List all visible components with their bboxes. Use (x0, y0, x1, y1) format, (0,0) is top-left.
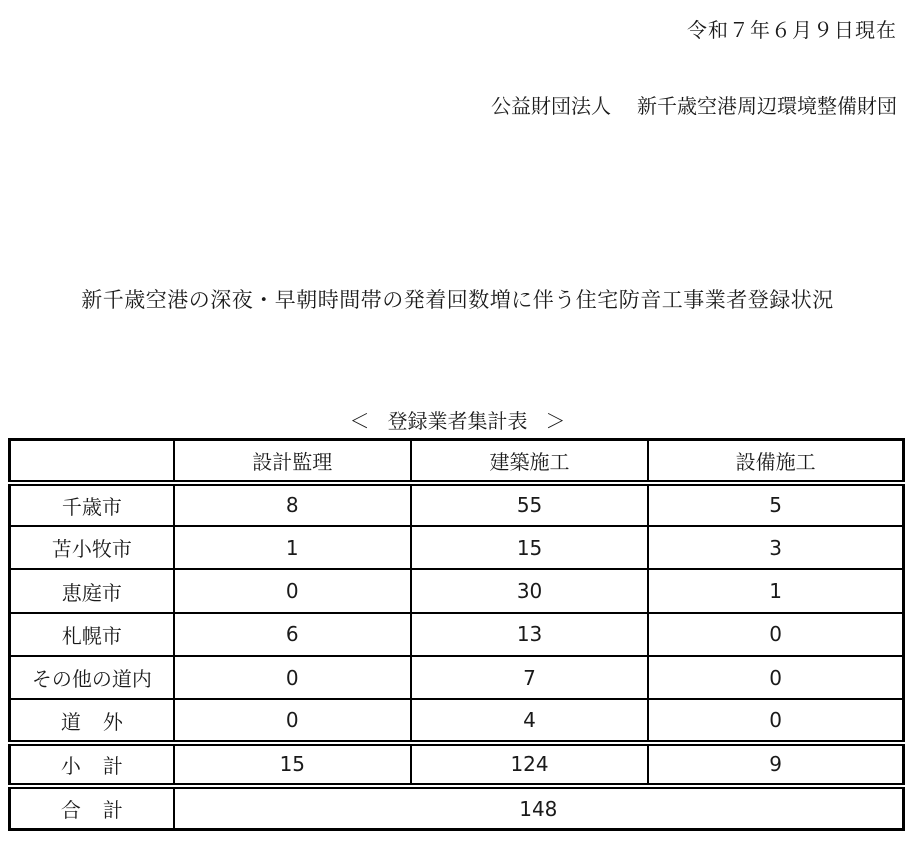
organization-name: 新千歳空港周辺環境整備財団 (637, 94, 897, 118)
subtotal-cell: 15 (174, 743, 411, 786)
table-cell: 4 (411, 699, 648, 742)
total-label-char: 計 (102, 798, 123, 823)
table-row (10, 699, 904, 742)
total-row (10, 786, 904, 829)
table-cell: 3 (648, 526, 903, 569)
table-cell: 6 (174, 613, 411, 656)
table-row (10, 569, 904, 612)
subtotal-cell: 124 (411, 743, 648, 786)
table-cell: 8 (174, 483, 411, 526)
registration-summary-table (8, 438, 905, 831)
table-cell: 0 (174, 569, 411, 612)
table-header-row (10, 440, 904, 483)
row-label: 千歳市 (10, 483, 174, 526)
organization-type: 公益財団法人 (491, 94, 611, 118)
total-label (10, 786, 174, 829)
table-cell: 1 (648, 569, 903, 612)
subtotal-label-char: 計 (102, 753, 123, 778)
table-row (10, 656, 904, 699)
table-cell: 13 (411, 613, 648, 656)
table-cell: 0 (648, 613, 903, 656)
row-label (10, 699, 174, 742)
subtotal-label (10, 743, 174, 786)
table-cell: 55 (411, 483, 648, 526)
subtotal-row (10, 743, 904, 786)
as-of-date: 令和７年６月９日現在 (687, 18, 897, 42)
caption-close-bracket: ＞ (545, 409, 566, 433)
table-cell: 1 (174, 526, 411, 569)
column-header: 建築施工 (411, 440, 648, 483)
table-cell: 30 (411, 569, 648, 612)
table-caption (0, 405, 915, 434)
table-cell: 0 (174, 656, 411, 699)
column-header: 設備施工 (648, 440, 903, 483)
subtotal-cell: 9 (648, 743, 903, 786)
table-cell: 7 (411, 656, 648, 699)
caption-open-bracket: ＜ (349, 409, 370, 433)
caption-text: 登録業者集計表 (387, 409, 528, 433)
header-corner-cell (10, 440, 174, 483)
table-row (10, 613, 904, 656)
row-label: 札幌市 (10, 613, 174, 656)
row-label-char: 外 (102, 709, 123, 734)
total-value: 148 (174, 786, 904, 829)
table-row (10, 526, 904, 569)
organization (491, 90, 897, 119)
subtotal-label-char: 小 (60, 753, 81, 778)
column-header: 設計監理 (174, 440, 411, 483)
table-cell: 0 (174, 699, 411, 742)
table-cell: 5 (648, 483, 903, 526)
row-label: 恵庭市 (10, 569, 174, 612)
table-cell: 15 (411, 526, 648, 569)
table-row (10, 483, 904, 526)
page-title: 新千歳空港の深夜・早朝時間帯の発着回数増に伴う住宅防音工事業者登録状況 (81, 288, 834, 312)
row-label: 苫小牧市 (10, 526, 174, 569)
table-cell: 0 (648, 699, 903, 742)
row-label-char: 道 (60, 709, 81, 734)
table-cell: 0 (648, 656, 903, 699)
total-label-char: 合 (60, 798, 81, 823)
row-label: その他の道内 (10, 656, 174, 699)
